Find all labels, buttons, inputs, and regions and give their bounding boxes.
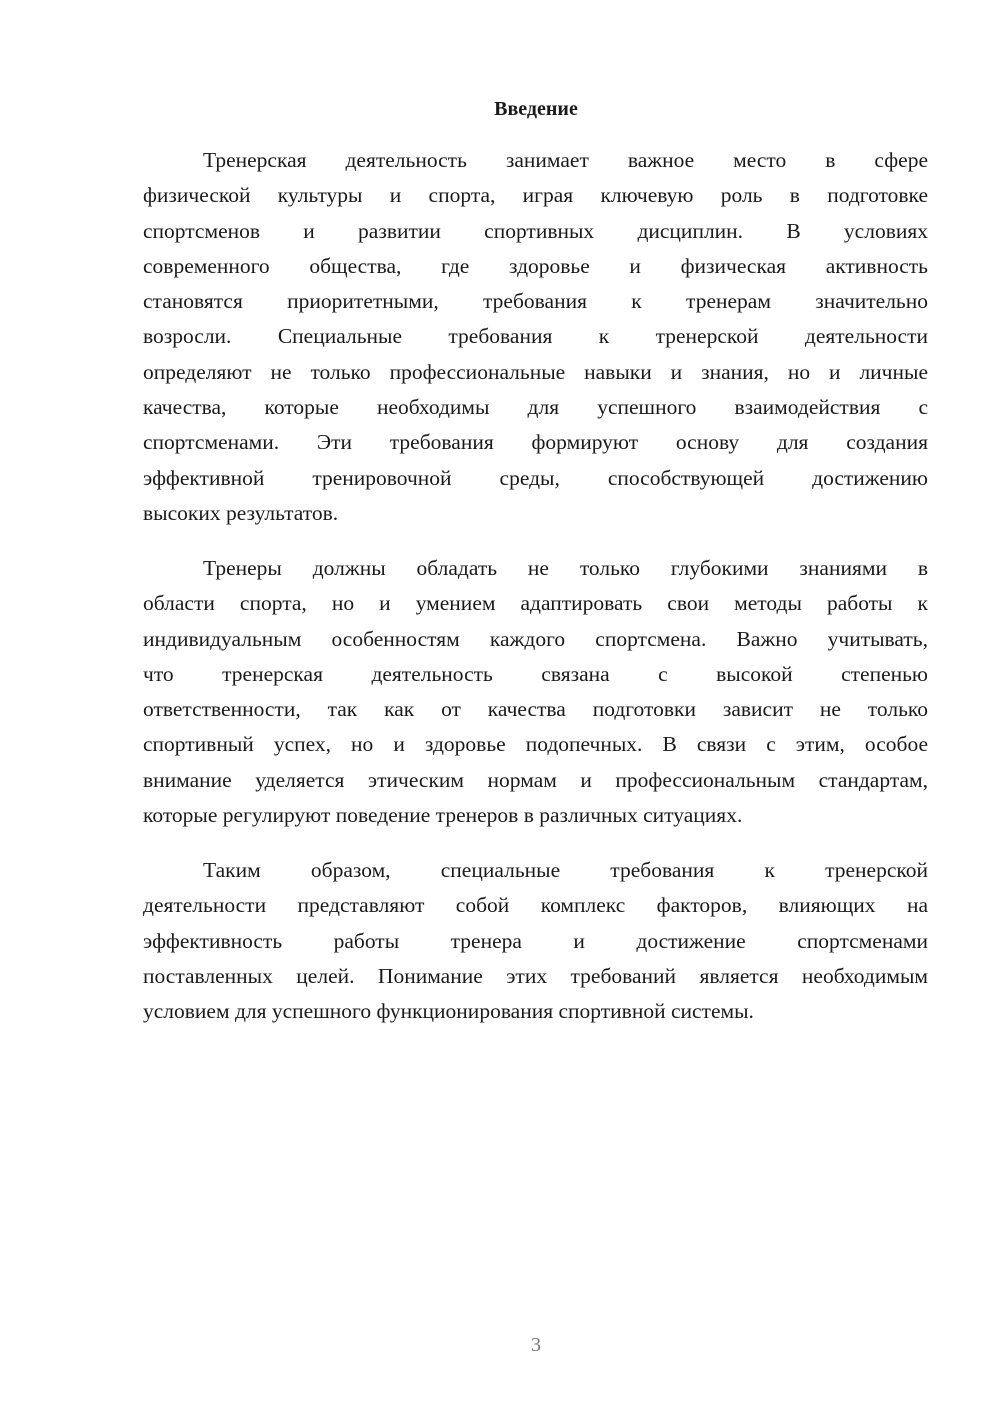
section-title: Введение: [494, 98, 578, 120]
text-line: Тренеры должны обладать не только глубокими знаниями в: [203, 556, 928, 580]
text-line: определяют не только профессиональные навыки и знания, но и личные: [143, 359, 928, 384]
text-line: эффективной тренировочной среды, способствующей достижению: [143, 465, 928, 490]
text-line: высоких результатов.: [143, 500, 339, 525]
text-line: спортивный успех, но и здоровье подопечных. В связи с этим, особое: [143, 732, 928, 757]
text-line: Таким образом, специальные требования к тренерской: [203, 858, 928, 882]
paragraph-2: [143, 551, 928, 833]
text-line: внимание уделяется этическим нормам и профессиональным стандартам,: [143, 767, 928, 792]
text-line: качества, которые необходимы для успешного взаимодействия с: [143, 395, 928, 420]
text-line: становятся приоритетными, требования к тренерам значительно: [143, 289, 928, 314]
page-number: 3: [531, 1334, 541, 1356]
text-line: поставленных целей. Понимание этих требований является необходимым: [143, 963, 928, 988]
text-line: эффективность работы тренера и достижение спортсменами: [143, 928, 928, 953]
text-line: что тренерская деятельность связана с высокой степенью: [143, 661, 928, 686]
text-line: физической культуры и спорта, играя ключевую роль в подготовке: [143, 183, 928, 208]
text-line: деятельности представляют собой комплекс факторов, влияющих на: [143, 893, 928, 918]
text-line: спортсменов и развитии спортивных дисциплин. В условиях: [143, 218, 928, 243]
text-line: ответственности, так как от качества подготовки зависит не только: [143, 697, 928, 722]
text-line: которые регулируют поведение тренеров в различных ситуациях.: [143, 803, 743, 828]
text-line: условием для успешного функционирования спортивной системы.: [143, 999, 754, 1024]
paragraph-1: [143, 143, 928, 531]
paragraph-3: [143, 853, 928, 1029]
text-line: индивидуальным особенностям каждого спортсмена. Важно учитывать,: [143, 626, 928, 651]
text-line: области спорта, но и умением адаптировать свои методы работы к: [143, 591, 928, 616]
text-line: возросли. Специальные требования к тренерской деятельности: [143, 324, 928, 349]
text-line: современного общества, где здоровье и физическая активность: [143, 253, 928, 278]
text-line: Тренерская деятельность занимает важное место в сфере: [203, 148, 928, 172]
text-line: спортсменами. Эти требования формируют основу для создания: [143, 430, 928, 455]
